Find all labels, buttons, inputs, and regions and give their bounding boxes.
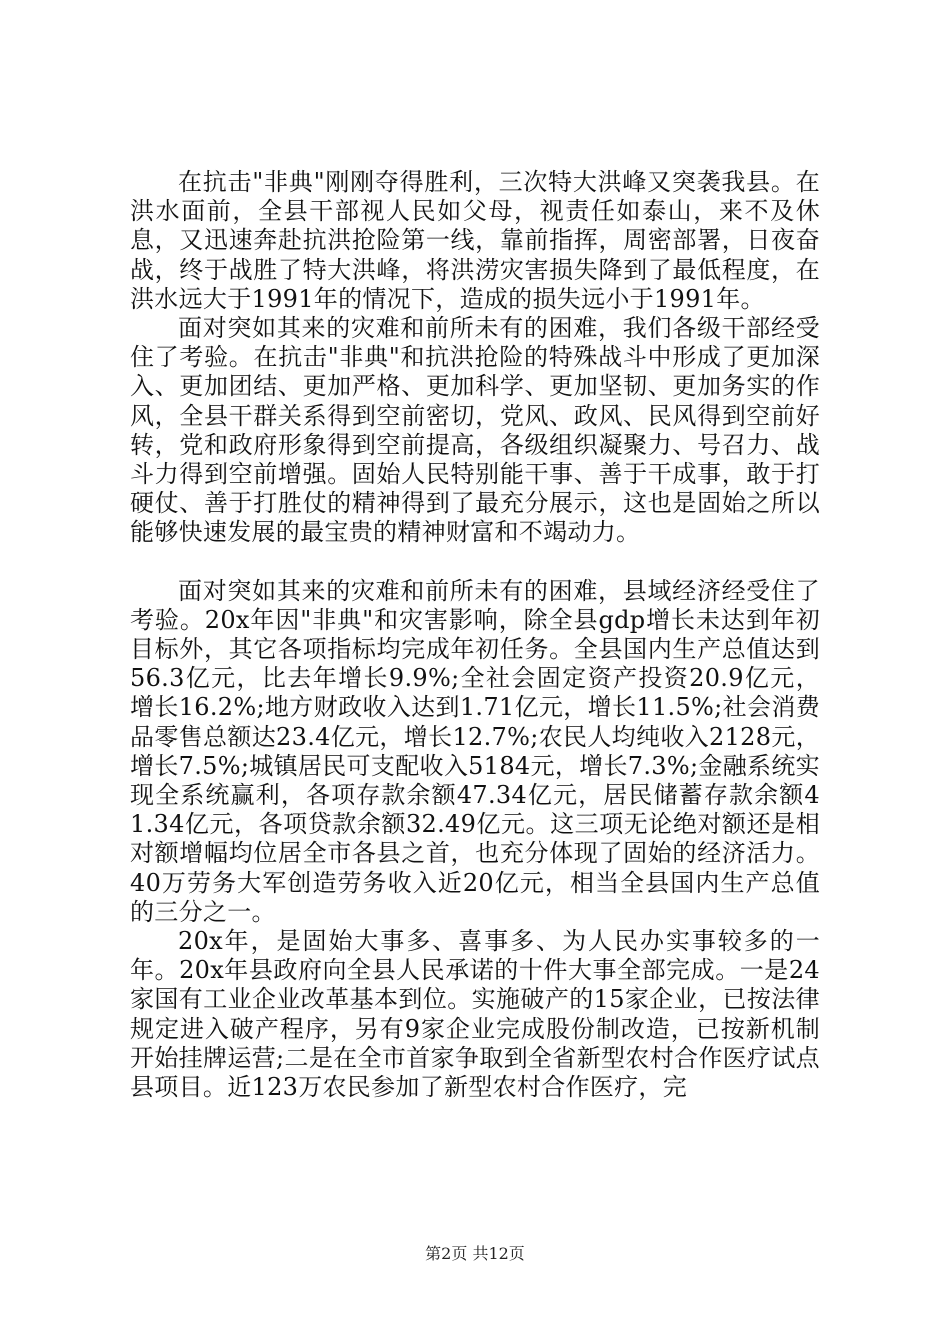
page-number-footer: 第2页 共12页 [425, 1244, 525, 1263]
paragraph-flood-relief: 在抗击"非典"刚刚夺得胜利，三次特大洪峰又突袭我县。在洪水面前，全县干部视人民如父母，视责任如泰山，来不及休息，又迅速奔赴抗洪抢险第一线，靠前指挥，周密部署，日夜奋战，终于战胜了特大洪峰，将洪涝灾害损失降到了最低程度，在洪水远大于1991年的情况下，造成的损失远小于1991年。 [130, 168, 820, 313]
paragraph-cadre-test: 面对突如其来的灾难和前所未有的困难，我们各级干部经受住了考验。在抗击"非典"和抗洪抢险的特殊战斗中形成了更加深入、更加团结、更加严格、更加科学、更加坚韧、更加务实的作风，全县干群关系得到空前密切，党风、政风、民风得到空前好转，党和政府形象得到空前提高，各级组织凝聚力、号召力、战斗力得到空前增强。固始人民特别能干事、善于干成事，敢于打硬仗、善于打胜仗的精神得到了最充分展示，这也是固始之所以能够快速发展的最宝贵的精神财富和不竭动力。 [130, 314, 820, 547]
paragraph-major-events: 20x年，是固始大事多、喜事多、为人民办实事较多的一年。20x年县政府向全县人民承诺的十件大事全部完成。一是24家国有工业企业改革基本到位。实施破产的15家企业，已按法律规定进入破产程序，另有9家企业完成股份制改造，已按新机制开始挂牌运营;二是在全市首家争取到全省新型农村合作医疗试点县项目。近123万农民参加了新型农村合作医疗，完 [130, 927, 820, 1102]
paragraph-spacer [130, 548, 820, 577]
paragraph-economy: 面对突如其来的灾难和前所未有的困难，县域经济经受住了考验。20x年因"非典"和灾害影响，除全县gdp增长未达到年初目标外，其它各项指标均完成年初任务。全县国内生产总值达到56.3亿元，比去年增长9.9%;全社会固定资产投资20.9亿元，增长16.2%;地方财政收入达到1.71亿元，增长11.5%;社会消费品零售总额达23.4亿元，增长12.7%;农民人均纯收入2128元，增长7.5%;城镇居民可支配收入5184元，增长7.3%;金融系统实现全系统赢利，各项存款余额47.34亿元，居民储蓄存款余额41.34亿元，各项贷款余额32.49亿元。这三项无论绝对额还是相对额增幅均位居全市各县之首，也充分体现了固始的经济活力。40万劳务大军创造劳务收入近20亿元，相当全县国内生产总值的三分之一。 [130, 576, 820, 926]
document-body [130, 168, 820, 1102]
